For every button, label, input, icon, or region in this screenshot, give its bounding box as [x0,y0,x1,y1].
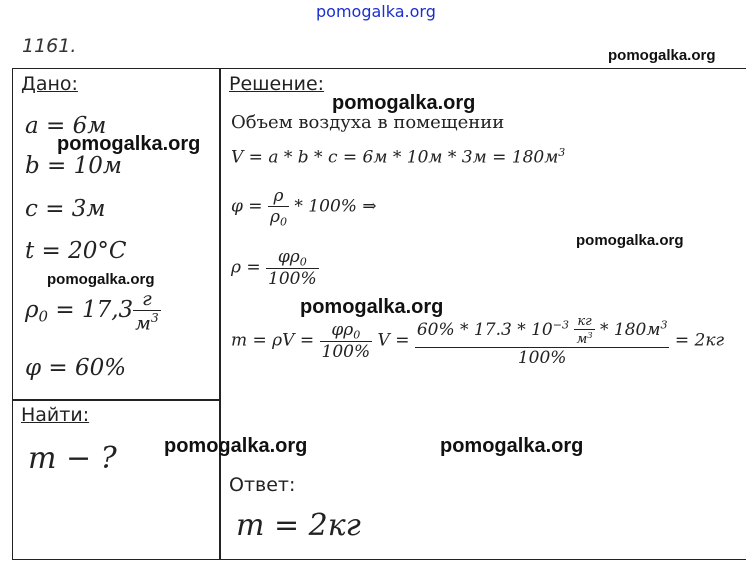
answer-label: Ответ: [229,474,296,496]
given-phi: φ = 60% [25,355,127,381]
rho0-subscript: 0 [38,307,49,326]
rho0-value: = 17,3 [48,297,134,324]
volume-formula: $V = a * b * c = 6м * 10м * 3м = 180м^3$ [231,146,566,168]
mass-formula: m = ρV = $\frac{\varphi\rho_0}{100\%}$ V = $60\% * 17.3 * 10^{-3}$ $\frac{кг}{м^3}$ * $180м^3$ 100% = 2кг [231,314,725,369]
rho0-unit-num: г [133,288,161,311]
problem-number: 1161. [22,35,77,57]
humidity-formula: φ = $\frac{\rho}{\rho_0}$ * 100% ⇒ [231,186,377,229]
given-header: Дано: [21,73,78,95]
solution-intro: Объем воздуха в помещении [231,112,505,133]
column-divider [219,68,221,560]
watermark: pomogalka.org [57,133,201,155]
density-formula: ρ = $\frac{\varphi\rho_0}{100\%}$ [231,247,317,290]
given-t: t = 20°C [25,238,127,264]
rho0-unit-den: $м^3$ [135,311,159,335]
given-rho0 [25,288,161,334]
given-b: b = 10м [25,153,122,179]
watermark: pomogalka.org [47,271,155,288]
watermark: pomogalka.org [576,232,684,249]
find-header: Найти: [21,404,90,426]
given-find-divider [12,399,220,401]
solution-header: Решение: [229,73,325,95]
watermark: pomogalka.org [164,435,308,457]
watermark: pomogalka.org [608,47,716,64]
rho0-unit-fraction [133,288,161,334]
given-c: c = 3м [25,196,106,222]
rho0-symbol: ρ [25,297,39,324]
watermark-top[interactable]: pomogalka.org [316,2,436,21]
watermark: pomogalka.org [440,435,584,457]
watermark: pomogalka.org [300,296,444,318]
given-a: a = 6м [25,113,107,139]
answer-value: m = 2кг [236,508,361,543]
watermark: pomogalka.org [332,92,476,114]
find-value: m − ? [28,441,117,476]
